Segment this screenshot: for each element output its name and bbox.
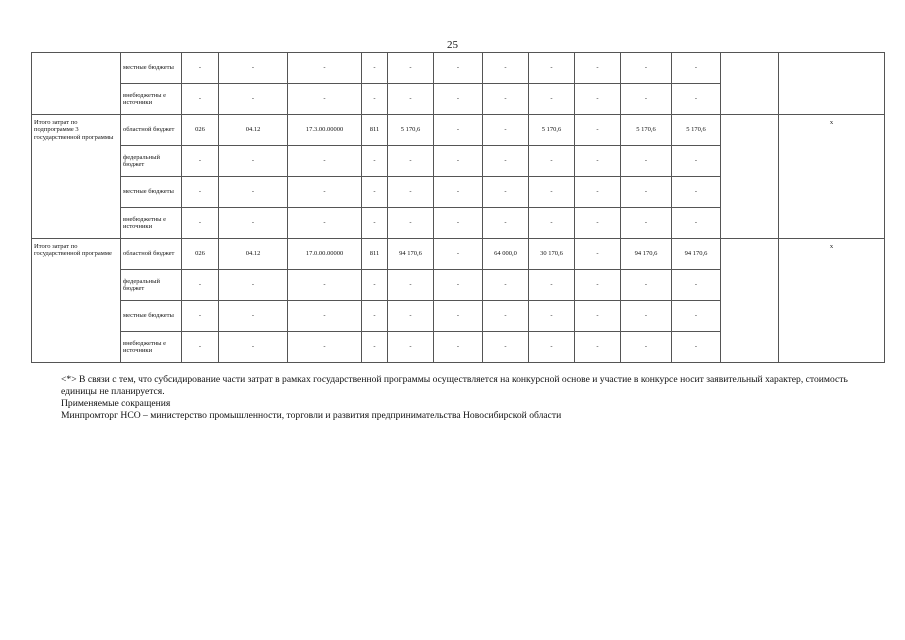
value-cell: - — [362, 177, 388, 208]
value-cell: - — [483, 146, 529, 177]
value-cell: - — [288, 146, 362, 177]
value-cell: - — [219, 332, 288, 363]
value-cell: - — [672, 270, 721, 301]
value-cell: - — [388, 270, 434, 301]
value-cell: - — [219, 301, 288, 332]
value-cell: 30 170,6 — [529, 239, 575, 270]
value-cell: - — [434, 84, 483, 115]
value-cell: - — [182, 208, 219, 239]
value-cell: - — [575, 146, 621, 177]
funding-source-cell: местные бюджеты — [121, 177, 182, 208]
value-cell: - — [388, 177, 434, 208]
value-cell: - — [362, 146, 388, 177]
value-cell: - — [575, 301, 621, 332]
value-cell: - — [434, 177, 483, 208]
value-cell: 04.12 — [219, 115, 288, 146]
value-cell: - — [672, 84, 721, 115]
value-cell: 5 170,6 — [621, 115, 672, 146]
footnote: <*> В связи с тем, что субсидирование части затрат в рамках государственной программы осуществляется на конкурсной основе и участие в конкурсе носит заявительный характер, стоимость единицы не планируется. — [61, 374, 848, 397]
value-cell: - — [621, 208, 672, 239]
x-mark-cell: x — [779, 115, 885, 239]
value-cell: - — [362, 301, 388, 332]
value-cell: - — [388, 84, 434, 115]
funding-source-cell: областной бюджет — [121, 115, 182, 146]
value-cell: - — [288, 53, 362, 84]
value-cell: - — [529, 84, 575, 115]
value-cell: 811 — [362, 239, 388, 270]
value-cell: - — [621, 332, 672, 363]
value-cell: - — [483, 270, 529, 301]
value-cell: - — [219, 208, 288, 239]
value-cell: - — [288, 208, 362, 239]
value-cell: - — [483, 84, 529, 115]
value-cell: - — [362, 84, 388, 115]
value-cell: - — [434, 301, 483, 332]
value-cell: - — [529, 53, 575, 84]
value-cell: - — [434, 239, 483, 270]
value-cell: - — [434, 332, 483, 363]
value-cell: - — [575, 115, 621, 146]
funding-source-cell: внебюджетны е источники — [121, 208, 182, 239]
value-cell: - — [621, 53, 672, 84]
group-title-cell: Итого затрат по подпрограмме 3 государственной программы — [32, 115, 121, 239]
group-title-cell — [32, 53, 121, 115]
value-cell: - — [529, 301, 575, 332]
value-cell: - — [483, 177, 529, 208]
value-cell: - — [672, 146, 721, 177]
value-cell: 17.3.00.00000 — [288, 115, 362, 146]
value-cell: - — [182, 146, 219, 177]
funding-source-cell: внебюджетны е источники — [121, 332, 182, 363]
value-cell: - — [621, 84, 672, 115]
value-cell: - — [388, 208, 434, 239]
value-cell: - — [672, 332, 721, 363]
value-cell: - — [288, 301, 362, 332]
value-cell: - — [575, 208, 621, 239]
value-cell: 5 170,6 — [672, 115, 721, 146]
value-cell: - — [388, 301, 434, 332]
value-cell: 04.12 — [219, 239, 288, 270]
value-cell: - — [529, 270, 575, 301]
page-number: 25 — [447, 39, 458, 51]
notes — [61, 374, 876, 422]
value-cell: - — [621, 146, 672, 177]
value-cell: - — [182, 301, 219, 332]
value-cell: - — [182, 53, 219, 84]
value-cell: - — [575, 84, 621, 115]
value-cell: - — [621, 301, 672, 332]
value-cell: - — [219, 84, 288, 115]
value-cell: - — [672, 208, 721, 239]
value-cell: - — [388, 53, 434, 84]
value-cell: - — [529, 208, 575, 239]
value-cell: 64 000,0 — [483, 239, 529, 270]
abbreviations-text: Минпромторг НСО – министерство промышленности, торговли и развития предпринимательства Новосибирской области — [61, 410, 562, 421]
table-row — [32, 239, 885, 270]
value-cell: - — [362, 270, 388, 301]
value-cell: - — [575, 239, 621, 270]
value-cell: - — [434, 270, 483, 301]
value-cell: - — [672, 177, 721, 208]
funding-source-cell: федеральный бюджет — [121, 270, 182, 301]
value-cell: - — [434, 146, 483, 177]
x-mark-cell — [779, 53, 885, 115]
funding-source-cell: местные бюджеты — [121, 53, 182, 84]
value-cell: - — [388, 146, 434, 177]
value-cell: - — [575, 53, 621, 84]
value-cell: - — [219, 146, 288, 177]
value-cell: - — [219, 177, 288, 208]
abbreviations-title: Применяемые сокращения — [61, 398, 171, 409]
value-cell: - — [483, 53, 529, 84]
funding-source-cell: областной бюджет — [121, 239, 182, 270]
value-cell: 94 170,6 — [672, 239, 721, 270]
value-cell: - — [388, 332, 434, 363]
funding-source-cell: местные бюджеты — [121, 301, 182, 332]
empty-cell — [721, 239, 779, 363]
value-cell: - — [182, 177, 219, 208]
value-cell: - — [575, 270, 621, 301]
table-row — [32, 115, 885, 146]
value-cell: 94 170,6 — [621, 239, 672, 270]
table-row — [32, 53, 885, 84]
x-mark-cell: x — [779, 239, 885, 363]
empty-cell — [721, 53, 779, 115]
value-cell: - — [362, 208, 388, 239]
value-cell: - — [621, 270, 672, 301]
value-cell: - — [529, 146, 575, 177]
funding-source-cell: внебюджетны е источники — [121, 84, 182, 115]
value-cell: - — [575, 332, 621, 363]
value-cell: - — [483, 115, 529, 146]
empty-cell — [721, 115, 779, 239]
value-cell: - — [182, 270, 219, 301]
value-cell: - — [288, 332, 362, 363]
value-cell: - — [672, 53, 721, 84]
value-cell: - — [483, 208, 529, 239]
group-title-cell: Итого затрат по государственной программе — [32, 239, 121, 363]
value-cell: - — [483, 301, 529, 332]
value-cell: - — [434, 208, 483, 239]
value-cell: - — [288, 270, 362, 301]
value-cell: 94 170,6 — [388, 239, 434, 270]
value-cell: 5 170,6 — [529, 115, 575, 146]
value-cell: 811 — [362, 115, 388, 146]
value-cell: - — [529, 177, 575, 208]
value-cell: - — [288, 84, 362, 115]
budget-table — [31, 52, 885, 363]
value-cell: - — [483, 332, 529, 363]
value-cell: - — [529, 332, 575, 363]
value-cell: - — [434, 53, 483, 84]
value-cell: - — [182, 84, 219, 115]
value-cell: - — [182, 332, 219, 363]
value-cell: - — [288, 177, 362, 208]
value-cell: - — [621, 177, 672, 208]
value-cell: - — [362, 332, 388, 363]
value-cell: 17.0.00.00000 — [288, 239, 362, 270]
value-cell: - — [219, 53, 288, 84]
value-cell: - — [672, 301, 721, 332]
value-cell: 026 — [182, 115, 219, 146]
value-cell: 5 170,6 — [388, 115, 434, 146]
funding-source-cell: федеральный бюджет — [121, 146, 182, 177]
value-cell: - — [362, 53, 388, 84]
value-cell: - — [575, 177, 621, 208]
value-cell: - — [219, 270, 288, 301]
value-cell: - — [434, 115, 483, 146]
value-cell: 026 — [182, 239, 219, 270]
